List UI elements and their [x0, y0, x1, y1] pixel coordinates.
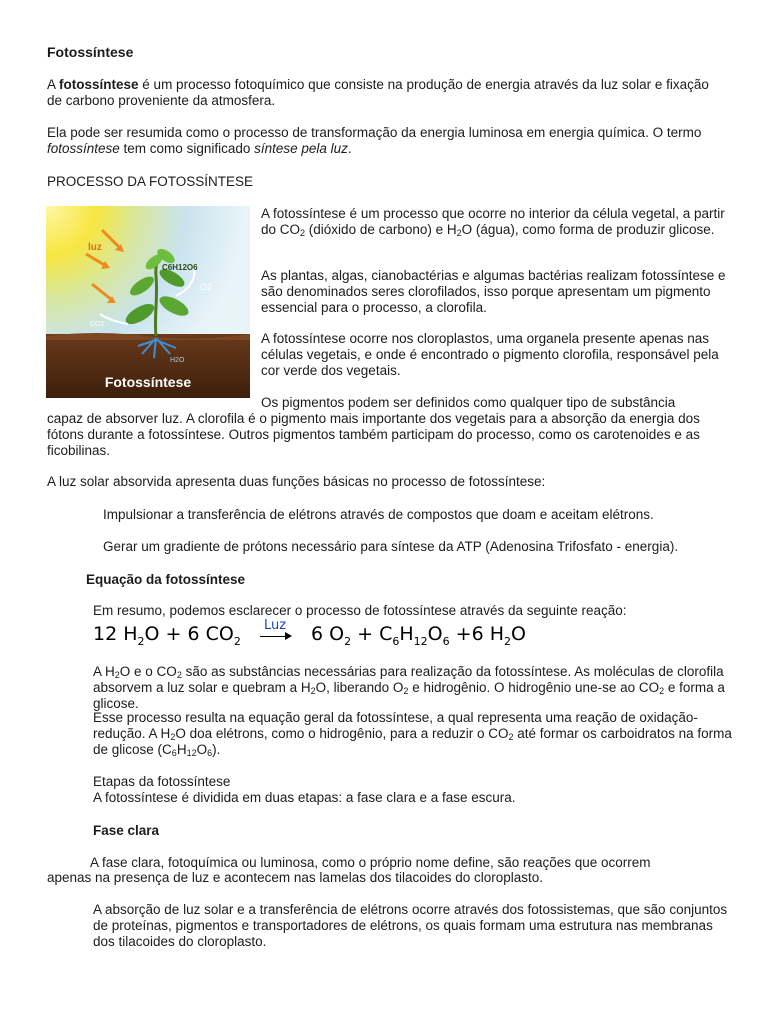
- chloroplast-paragraph: A fotossíntese ocorre nos cloroplastos, uma organela presente apenas nas células vegetais, e onde é encontrado o pigmento clorofila, responsável pela cor verde dos vegetais.: [261, 331, 719, 378]
- result-paragraph: Esse processo resulta na equação geral da fotossíntese, a qual representa uma reação de oxidação-redução. A $H_2O$ doa elétrons, como o hidrogênio, para a reduzir o $CO_2$ até formar os carboidratos na forma de glicose $(C_6H_{12}O_6)$.: [93, 710, 732, 758]
- stages-text: A fotossíntese é dividida em duas etapas: a fase clara e a fase escura.: [93, 790, 516, 805]
- equation-products: 6 $O_2 + C_6H_{12}O_6 +6$ $H_2O$: [311, 623, 526, 648]
- pigments-paragraph-rest: capaz de absorver luz. A clorofila é o pigmento mais importante dos vegetais para a absorção da energia dos fótons durante a fotossíntese. Outros pigmentos também participam do processo, como os carotenoides e as ficobilinas.: [47, 411, 700, 458]
- equation-arrow-label: Luz: [264, 618, 287, 633]
- intro-paragraph: A fotossíntese é um processo fotoquímico que consiste na produção de energia através da luz solar e fixação de carbono proveniente da atmosfera.: [47, 77, 709, 108]
- cell-paragraph: A fotossíntese é um processo que ocorre no interior da célula vegetal, a partir do $CO_2$ (dióxido de carbono) e $H_2O$ (água), como forma de produzir glicose.: [261, 206, 725, 238]
- stages-title: Etapas da fotossíntese: [93, 774, 231, 789]
- light-phase-line1: A fase clara, fotoquímica ou luminosa, como o próprio nome define, são reações que ocorrem: [90, 855, 651, 870]
- pigments-paragraph-line1: Os pigmentos podem ser definidos como qualquer tipo de substância: [261, 395, 676, 410]
- figure-label-co2: CO2: [90, 321, 105, 328]
- heading-light-phase: Fase clara: [93, 823, 160, 838]
- substances-paragraph: A $H_2O$ e o $CO_2$ são as substâncias necessárias para realização da fotossíntese. As moléculas de clorofila absorvem a luz solar e quebram a $H_2O$, liberando $O_2$ e hidrogênio. O hidrogênio une-se ao $CO_2$ e forma a glicose.: [93, 664, 725, 711]
- functions-paragraph: A luz solar absorvida apresenta duas funções básicas no processo de fotossíntese:: [47, 474, 546, 489]
- equation-reactants: 12 $H_2O + 6$ $CO_2$: [93, 623, 241, 648]
- section-heading-process: PROCESSO DA FOTOSSÍNTESE: [47, 174, 254, 189]
- photosynthesis-equation: [93, 618, 613, 654]
- page-title: Fotossíntese: [47, 44, 134, 60]
- absorption-paragraph: A absorção de luz solar e a transferência de elétrons ocorre através dos fotossistemas, que são conjuntos de proteínas, pigmentos e transportadores de elétrons, os quais formam uma estrutura nas membranas dos tilacoides do cloroplasto.: [93, 902, 728, 949]
- figure-label-o2: O2: [200, 282, 213, 292]
- reaction-intro: Em resumo, podemos esclarecer o processo de fotossíntese através da seguinte reação:: [93, 603, 627, 618]
- heading-equation: Equação da fotossíntese: [86, 572, 246, 587]
- figure-caption: Fotossíntese: [104, 374, 192, 390]
- function-item-2: Gerar um gradiente de prótons necessário para síntese da ATP (Adenosina Trifosfato - energia).: [103, 539, 679, 554]
- summary-paragraph: Ela pode ser resumida como o processo de transformação da energia luminosa em energia química. O termo fotossíntese tem como significado síntese pela luz.: [47, 125, 702, 156]
- figure-label-glucose: C6H12O6: [162, 263, 198, 272]
- plants-paragraph: As plantas, algas, cianobactérias e algumas bactérias realizam fotossíntese e são denominados seres clorofilados, isso porque apresentam um pigmento essencial para o processo, a clorofila.: [261, 268, 726, 315]
- figure-label-luz: luz: [88, 242, 102, 253]
- reaction-arrow-icon: [260, 636, 290, 637]
- photosynthesis-illustration: [46, 206, 250, 398]
- function-item-1: Impulsionar a transferência de elétrons através de compostos que doam e aceitam elétrons.: [103, 507, 654, 522]
- light-phase-line2: apenas na presença de luz e acontecem nas lamelas dos tilacoides do cloroplasto.: [47, 870, 544, 885]
- figure-label-h2o: H2O: [170, 357, 185, 364]
